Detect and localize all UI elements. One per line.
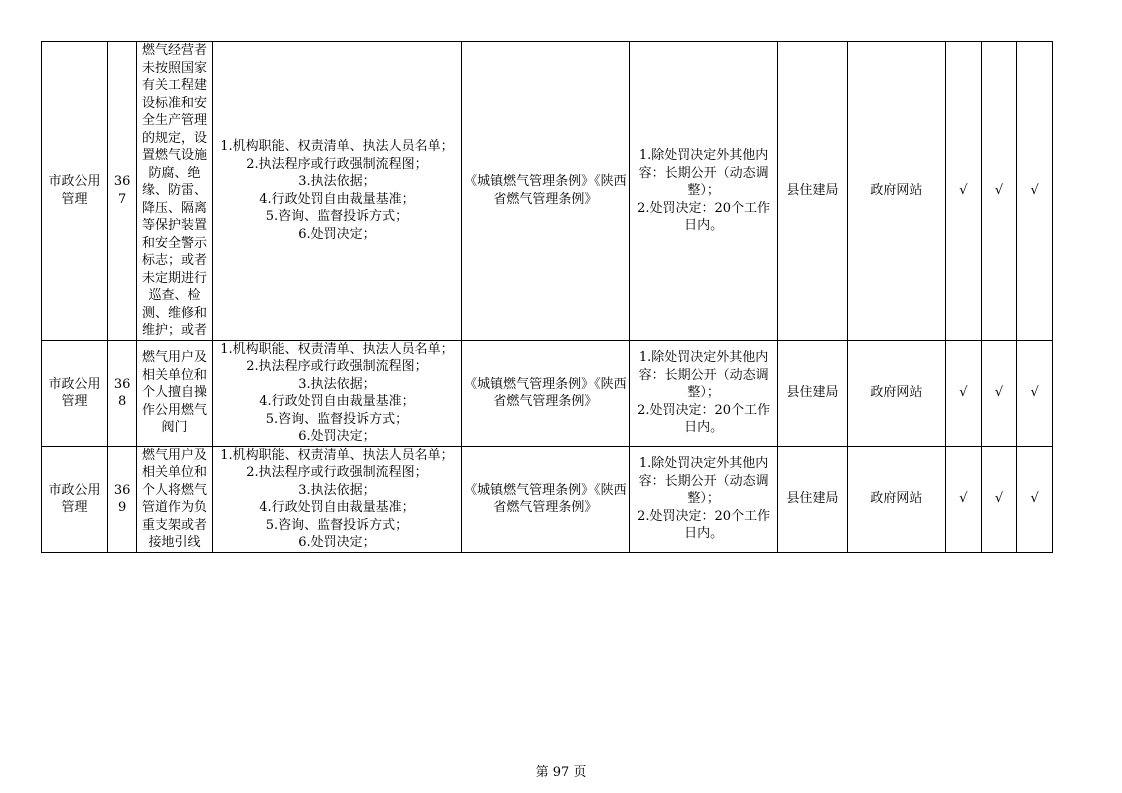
content-line: 2.执法程序或行政强制流程图； (246, 465, 428, 480)
subject-cell: 县住建局 (778, 446, 847, 552)
content-line: 2.执法程序或行政强制流程图； (246, 359, 428, 374)
category-cell: 市政公用管理 (42, 446, 108, 552)
category-cell: 市政公用管理 (42, 340, 108, 446)
check-mark: √ (1017, 340, 1053, 446)
content-line: 3.执法依据； (298, 174, 376, 190)
content-line: 3.执法依据； (298, 482, 376, 498)
content-line: 6.处罚决定； (298, 226, 376, 242)
number-cell: 368 (108, 340, 137, 446)
content-line: 2.执法程序或行政强制流程图； (246, 156, 428, 172)
channel-cell: 政府网站 (847, 42, 945, 341)
check-mark: √ (981, 340, 1017, 446)
basis-cell: 《城镇燃气管理条例》《陕西省燃气管理条例》 (462, 340, 630, 446)
content-line: 4.行政处罚自由裁量基准； (259, 500, 415, 515)
subject-cell: 县住建局 (778, 42, 847, 341)
check-mark: √ (946, 42, 982, 341)
time-line: 2.处罚决定：20个工作日内。 (637, 200, 771, 233)
content-line: 4.行政处罚自由裁量基准； (259, 191, 415, 207)
table-row (42, 340, 1053, 446)
content-cell (212, 42, 461, 341)
table-row (42, 446, 1053, 552)
table-row (42, 42, 1053, 341)
page-number: 第 97 页 (535, 765, 587, 780)
content-line: 5.咨询、监督投诉方式； (265, 209, 409, 225)
check-mark: √ (946, 340, 982, 446)
content-line: 5.咨询、监督投诉方式； (265, 411, 409, 427)
content-line: 6.处罚决定； (298, 429, 376, 444)
number-cell: 367 (108, 42, 137, 341)
item-cell: 燃气用户及相关单位和个人将燃气管道作为负重支架或者接地引线 (137, 446, 212, 552)
time-cell (629, 42, 778, 341)
content-line: 1.机构职能、权责清单、执法人员名单； (220, 139, 454, 155)
check-mark: √ (1017, 42, 1053, 341)
item-cell: 燃气用户及相关单位和个人擅自操作公用燃气阀门 (137, 340, 212, 446)
check-mark: √ (1017, 446, 1053, 552)
content-cell (212, 446, 461, 552)
channel-cell: 政府网站 (847, 446, 945, 552)
content-line: 1.机构职能、权责清单、执法人员名单； (220, 447, 454, 463)
content-line: 5.咨询、监督投诉方式； (265, 517, 409, 533)
time-line: 1.除处罚决定外其他内容：长期公开（动态调整）； (638, 148, 769, 198)
number-cell: 369 (108, 446, 137, 552)
time-cell (629, 446, 778, 552)
time-cell (629, 340, 778, 446)
content-line: 6.处罚决定； (298, 535, 376, 550)
time-line: 2.处罚决定：20个工作日内。 (637, 508, 771, 542)
content-line: 4.行政处罚自由裁量基准； (259, 394, 415, 409)
category-cell: 市政公用管理 (42, 42, 108, 341)
disclosure-table (41, 41, 1053, 553)
subject-cell: 县住建局 (778, 340, 847, 446)
time-line: 1.除处罚决定外其他内容：长期公开（动态调整）； (638, 350, 769, 401)
check-mark: √ (946, 446, 982, 552)
content-line: 3.执法依据； (298, 376, 376, 392)
content-cell (212, 340, 461, 446)
time-line: 2.处罚决定：20个工作日内。 (637, 402, 771, 436)
check-mark: √ (981, 42, 1017, 341)
basis-cell: 《城镇燃气管理条例》《陕西省燃气管理条例》 (462, 42, 630, 341)
channel-cell: 政府网站 (847, 340, 945, 446)
item-cell: 燃气经营者未按照国家有关工程建设标准和安全生产管理的规定，设置燃气设施防腐、绝缘、防雷、降压、隔离等保护装置和安全警示标志；或者未定期进行巡查、检测、维修和维护；或者 (137, 42, 212, 341)
content-line: 1.机构职能、权责清单、执法人员名单； (220, 341, 454, 357)
check-mark: √ (981, 446, 1017, 552)
time-line: 1.除处罚决定外其他内容：长期公开（动态调整）； (638, 456, 769, 507)
basis-cell: 《城镇燃气管理条例》《陕西省燃气管理条例》 (462, 446, 630, 552)
